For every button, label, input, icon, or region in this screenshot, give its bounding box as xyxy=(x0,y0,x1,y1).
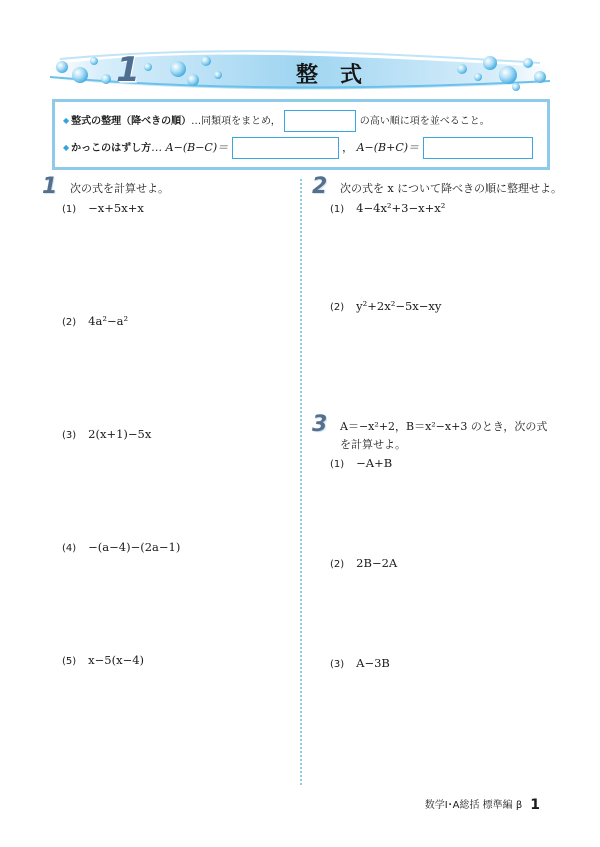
item-expression: −(a−4)−(2a−1) xyxy=(88,540,181,554)
problem-3-number: 3 xyxy=(312,412,328,437)
summary-box xyxy=(52,99,550,170)
answer-blank-1[interactable] xyxy=(284,110,356,132)
chapter-title: 整式 xyxy=(295,63,384,88)
problem-3-item-2 xyxy=(330,556,397,570)
problem-1-item-5 xyxy=(62,653,144,667)
problem-3-instruction-line-1: A＝−x²+2，B＝x²−x+3 のとき，次の式 xyxy=(340,420,548,433)
summary-text-1a: …同類項をまとめ， xyxy=(191,116,281,127)
problem-3-item-1 xyxy=(330,456,392,470)
item-expression: −x+5x+x xyxy=(88,201,144,215)
problem-1-item-4 xyxy=(62,540,180,554)
problem-2-item-1 xyxy=(330,201,445,215)
diamond-bullet-icon: ◆ xyxy=(63,143,70,152)
problem-1-item-1 xyxy=(62,201,144,215)
diamond-bullet-icon: ◆ xyxy=(63,116,70,125)
item-expression: 4−4x²+3−x+x² xyxy=(356,201,446,215)
item-expression: x−5(x−4) xyxy=(88,653,145,667)
item-expression: 2B−2A xyxy=(356,556,398,570)
item-label: (2) xyxy=(330,302,345,313)
item-label: (2) xyxy=(330,559,345,570)
summary-row-2 xyxy=(63,137,533,157)
item-label: (1) xyxy=(62,204,77,215)
item-label: (3) xyxy=(62,430,77,441)
problem-1-instruction: 次の式を計算せよ。 xyxy=(70,182,169,195)
book-title: 数学Ⅰ･A総括 標準編 β xyxy=(424,800,523,811)
problem-3-instruction-line-2: を計算せよ。 xyxy=(340,438,406,451)
item-label: (5) xyxy=(62,656,77,667)
problem-3-item-3 xyxy=(330,656,390,670)
item-expression: −A+B xyxy=(356,456,393,470)
column-divider xyxy=(300,179,302,785)
answer-blank-2[interactable] xyxy=(232,137,339,159)
answer-blank-3[interactable] xyxy=(423,137,533,159)
chapter-number: 1 xyxy=(116,50,140,90)
item-label: (1) xyxy=(330,459,345,470)
item-expression: 4a²−a² xyxy=(88,314,129,328)
problem-1-item-2 xyxy=(62,314,128,328)
summary-separator: ， xyxy=(342,141,354,154)
summary-row-1 xyxy=(63,110,490,130)
item-label: (2) xyxy=(62,317,77,328)
item-expression: y²+2x²−5x−xy xyxy=(356,299,442,313)
problem-2-item-2 xyxy=(330,299,441,313)
problem-1-number: 1 xyxy=(42,174,58,199)
summary-topic-1: 整式の整理（降べきの順） xyxy=(71,116,192,127)
item-expression: 2(x+1)−5x xyxy=(88,427,152,441)
item-label: (1) xyxy=(330,204,345,215)
problem-1-item-3 xyxy=(62,427,151,441)
page-footer xyxy=(425,796,540,813)
summary-text-2a: … A−(B−C)＝ xyxy=(151,141,229,154)
item-label: (3) xyxy=(330,659,345,670)
summary-text-2b: A−(B+C)＝ xyxy=(356,141,420,154)
item-expression: A−3B xyxy=(356,656,390,670)
problem-2-number: 2 xyxy=(312,174,328,199)
summary-topic-2: かっこのはずし方 xyxy=(71,143,152,154)
page-number: 1 xyxy=(530,797,540,813)
problem-2-instruction: 次の式を x について降べきの順に整理せよ。 xyxy=(340,182,562,195)
summary-text-1b: の高い順に項を並べること。 xyxy=(359,116,490,127)
item-label: (4) xyxy=(62,543,77,554)
